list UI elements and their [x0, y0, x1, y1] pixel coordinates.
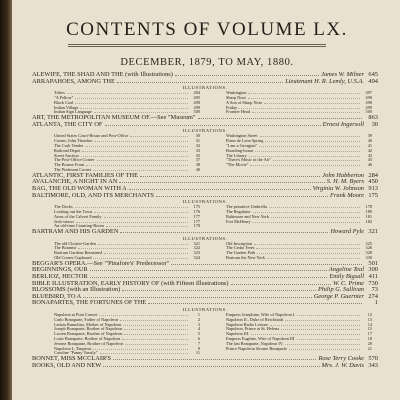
dot-leader	[104, 253, 188, 254]
illustration-page: 39	[367, 133, 372, 139]
illustration-title: Napoleon I., Emperor	[54, 345, 92, 351]
illustration-page: 17	[367, 331, 372, 337]
illustration-title: The Docks	[54, 204, 73, 210]
entry-page: 73	[371, 286, 378, 294]
entry-title: BOOKS, OLD AND NEW	[32, 361, 102, 369]
entry-author: Mrs. J. W. Davis	[321, 361, 364, 369]
illustration-title: The Botanist	[54, 245, 77, 251]
illustration-page: 38	[195, 162, 200, 168]
dot-leader	[269, 207, 360, 208]
illustrations-column-left	[54, 91, 200, 115]
entry-page: 411	[368, 273, 378, 281]
illustration-page: 45	[367, 157, 372, 163]
dot-leader	[83, 297, 311, 298]
illustration-title: Street Auction	[54, 152, 79, 158]
illustration-title: Frontier Head	[226, 109, 250, 115]
illustrations-heading: ILLUSTRATIONS.	[182, 128, 228, 134]
dot-leader	[105, 125, 321, 126]
illustrations-list	[32, 91, 378, 115]
dot-leader	[67, 93, 188, 94]
illustration-title: "A Fellow"	[54, 94, 74, 100]
entry-author: Emily Bigsall	[329, 273, 364, 281]
entry-page: 1	[374, 299, 378, 307]
entry-author: S. H. M. Byers	[326, 178, 364, 186]
dot-leader	[289, 349, 360, 350]
entry-page: 343	[368, 361, 378, 369]
illustration-title: The Curb Vender	[54, 142, 84, 148]
entry-title: BLUEBIRD, TO A	[32, 292, 82, 300]
illustration-title: Lucien Bonaparte, Brother of Napoleon	[54, 331, 123, 337]
dot-leader	[90, 270, 327, 271]
illustration-page: 46	[367, 162, 372, 168]
illustration-page: 177	[193, 213, 200, 219]
illustration-page: 175	[193, 204, 200, 210]
entry-title: ALEWIFE, THE SHAD AND THE (with Illustrations)	[32, 71, 173, 78]
illustration-title: Jerome Bonaparte, Brother of Napoleon	[54, 340, 123, 346]
illustration-page: 176	[193, 208, 200, 214]
illustration-title: Boarding-house	[226, 147, 254, 153]
dot-leader	[285, 344, 360, 345]
illustration-page: 326	[365, 245, 372, 251]
dot-leader	[198, 118, 362, 119]
entry-page: 494	[368, 77, 378, 85]
entry-page: 284	[368, 171, 378, 179]
illustration-page: 497	[365, 90, 372, 96]
illustration-title: The Piedmont Corner	[54, 166, 92, 172]
dot-leader	[253, 222, 360, 223]
entry-page: 321	[368, 228, 378, 236]
illustration-title: Bartram Gardens Remained	[54, 250, 102, 256]
dot-leader	[94, 212, 188, 213]
illustration-title: A Son of Sharp Nose	[226, 99, 263, 105]
table-of-contents	[32, 72, 378, 369]
entry-page: 30	[371, 120, 378, 128]
dot-leader	[75, 103, 188, 104]
dot-leader	[260, 136, 360, 137]
illustration-page: 324	[193, 255, 200, 261]
illustration-title: Napoleon at Pont Couvet	[54, 312, 98, 318]
illustration-page: 322	[193, 245, 200, 251]
dot-leader	[264, 103, 360, 104]
dot-leader	[267, 258, 360, 259]
dot-leader	[248, 98, 360, 99]
illustration-page: 500	[193, 109, 200, 115]
entry-page: 300	[368, 266, 378, 274]
illustrations-list	[32, 134, 378, 172]
illustration-page: 40	[195, 166, 200, 172]
illustration-title: The Bourse Front	[54, 162, 85, 168]
dot-leader	[231, 284, 331, 285]
dot-leader	[248, 93, 360, 94]
illustration-page: 498	[193, 99, 200, 105]
dot-leader	[130, 136, 188, 137]
dot-leader	[297, 315, 360, 316]
dot-leader	[281, 329, 360, 330]
illustration-page: 20	[367, 340, 372, 346]
toc-entry	[32, 300, 378, 307]
entry-page: 645	[368, 71, 378, 78]
toc-entry	[32, 79, 378, 86]
illustration-page: 330	[365, 255, 372, 261]
illustration-page: 321	[193, 240, 200, 246]
entry-title: BAG, THE OLD WOMAN WITH A	[32, 184, 127, 192]
illustration-page: 498	[365, 94, 372, 100]
illustration-page: 323	[193, 250, 200, 256]
dot-leader	[119, 182, 324, 183]
illustration-title: United States Court-House and Post-Office	[54, 133, 129, 139]
entry-title: BLOSSOMS (with an Illustration)	[32, 286, 121, 294]
illustration-page: 37	[195, 157, 200, 163]
dot-leader	[106, 226, 188, 227]
illustration-page: 494	[193, 90, 200, 96]
illustration-title: Empress Josephine, Wife of Napoleon I.	[226, 312, 296, 318]
illustration-page: 325	[365, 240, 372, 246]
book-spine	[0, 0, 12, 400]
dot-leader	[270, 325, 360, 326]
dot-leader	[129, 189, 311, 190]
illustrations-heading: ILLUSTRATIONS.	[182, 199, 228, 205]
illustration-item	[226, 347, 372, 352]
illustration-title: "There's Music in the Air"	[226, 157, 272, 163]
illustration-title: The primitive Umbrella	[226, 204, 267, 210]
illustration-page: 177	[193, 218, 200, 224]
illustrations-column-right	[226, 205, 372, 229]
illustration-title: Joseph Bonaparte, Brother of Napoleon	[54, 326, 123, 332]
dot-leader	[93, 258, 188, 259]
illustration-page: 499	[193, 104, 200, 110]
illustration-item	[226, 256, 372, 261]
illustrations-heading: ILLUSTRATIONS.	[182, 307, 228, 313]
illustration-page: 18	[367, 336, 372, 342]
title-rule	[68, 46, 326, 47]
illustration-title: Tribes	[54, 90, 65, 96]
illustration-page: 7	[197, 340, 200, 346]
illustrations-list	[32, 242, 378, 261]
dot-leader	[252, 112, 360, 113]
dot-leader	[171, 264, 362, 265]
illustration-page: 498	[365, 99, 372, 105]
illustrations-list	[32, 313, 378, 356]
illustrations-column-left	[54, 242, 200, 261]
entry-page: 450	[368, 178, 378, 186]
illustration-page: 41	[367, 142, 372, 148]
illustration-title: Napoleon, Prince at St. Helena	[226, 326, 279, 332]
illustration-page: 14	[367, 321, 372, 327]
illustration-title: The last Bonaparte, Napoleon IV.	[226, 340, 284, 346]
entry-page: 175	[368, 191, 378, 199]
dot-leader	[271, 217, 360, 218]
toc-entry	[32, 122, 378, 129]
illustration-title: Empress Eugénie, Wife of Napoleon III.	[226, 336, 296, 342]
illustration-page: 328	[365, 250, 372, 256]
dot-leader	[253, 212, 360, 213]
illustration-page: 182	[365, 218, 372, 224]
date-range: DECEMBER, 1879, TO MAY, 1880.	[120, 57, 294, 68]
illustration-title: Napoleon III.	[226, 331, 250, 337]
dot-leader	[122, 339, 188, 340]
illustration-title: Old Corner Cupboard	[54, 255, 92, 261]
illustration-page: 181	[365, 213, 372, 219]
illustration-title: The Regulator	[226, 208, 251, 214]
dot-leader	[93, 170, 188, 171]
illustration-page: 1	[197, 312, 200, 318]
toc-entry	[32, 229, 378, 236]
dot-leader	[104, 217, 189, 218]
dot-leader	[117, 82, 283, 83]
entry-author: James W. Milner	[321, 71, 364, 78]
dot-leader	[75, 207, 188, 208]
illustration-title: Arms of the Calvert Family	[54, 213, 102, 219]
dot-leader	[103, 366, 319, 367]
entry-title: BONNET, MISS MCCLAIR'S	[32, 355, 111, 363]
book-page	[12, 0, 400, 400]
entry-author: Ernest Ingersoll	[322, 120, 364, 128]
illustration-title: Old Inscription	[226, 240, 253, 246]
illustration-page: 3	[197, 321, 200, 327]
entry-title: BERLIOZ, HECTOR	[32, 273, 88, 281]
entry-title: ARRAPAHOES, AMONG THE	[32, 77, 115, 85]
dot-leader	[254, 244, 360, 245]
dot-leader	[265, 141, 360, 142]
dot-leader	[113, 359, 316, 360]
entry-title: BEGGAR'S OPERA.—See "'Pinafore's' Predecessor"	[32, 259, 170, 267]
entry-author: Virginia W. Johnson	[312, 184, 364, 192]
illustration-title: Caroline "Fanny Vassily"	[54, 350, 98, 356]
dot-leader	[93, 349, 188, 350]
entry-page: 501	[368, 259, 378, 267]
illustration-item	[226, 163, 372, 168]
entry-page: 570	[368, 355, 378, 363]
illustration-title: The Garden Path	[226, 250, 256, 256]
illustration-page: 21	[367, 345, 372, 351]
illustration-page: 180	[365, 208, 372, 214]
illustration-title: Napoleon II., Duke of Reichstadt	[226, 316, 284, 322]
entry-title: BARTRAM AND HIS GARDEN	[32, 228, 119, 236]
dot-leader	[257, 253, 360, 254]
illustration-page: 13	[367, 316, 372, 322]
illustration-title: Washington	[226, 90, 247, 96]
illustration-title: Carlo Bonaparte, Father of Napoleon	[54, 316, 118, 322]
dot-leader	[285, 320, 360, 321]
illustration-page: 35	[195, 152, 200, 158]
illustration-page: 40	[367, 138, 372, 144]
illustration-title: The Library	[226, 152, 247, 158]
entry-title: BALTIMORE, OLD, AND ITS MERCHANTS	[32, 191, 154, 199]
illustration-page: 32	[195, 142, 200, 148]
entry-page: 730	[368, 279, 378, 287]
dot-leader	[75, 98, 188, 99]
illustration-title: Louis Bonaparte, Brother of Napoleon	[54, 336, 121, 342]
dot-leader	[80, 108, 188, 109]
illustration-title: Bartram the New York	[226, 255, 265, 261]
illustration-title: Friday	[226, 104, 238, 110]
illustration-title: Corner, John Thrasher	[54, 138, 93, 144]
dot-leader	[86, 165, 188, 166]
illustration-title: Prince Napoleon Jérome Bonaparte	[226, 345, 287, 351]
illustration-item	[226, 220, 372, 225]
entry-author: Rose Terry Cooke	[318, 355, 364, 363]
illustration-title: Sharp Nose	[226, 94, 246, 100]
illustration-page: 499	[365, 104, 372, 110]
illustration-item	[226, 110, 372, 115]
entry-author: John Habberton	[322, 171, 364, 179]
dot-leader	[239, 108, 360, 109]
dot-leader	[82, 151, 188, 152]
entry-title: BEGINNINGS, OUR	[32, 266, 88, 274]
illustrations-column-right	[226, 313, 372, 356]
entry-title: AVALANCHE, A NIGHT IN AN	[32, 178, 118, 186]
dot-leader	[81, 156, 188, 157]
dot-leader	[175, 75, 319, 76]
entry-author: Lieutenant H. R. Lemly, U.S.A.	[285, 77, 364, 85]
dot-leader	[97, 160, 189, 161]
dot-leader	[90, 277, 328, 278]
entry-page: 913	[368, 184, 378, 192]
illustrations-column-left	[54, 313, 200, 356]
illustrations-column-left	[54, 134, 200, 172]
illustrations-column-right	[226, 242, 372, 261]
dot-leader	[156, 196, 328, 197]
illustration-title: "I am a Georgian"	[226, 142, 258, 148]
illustration-title: Railroad Depot	[54, 147, 81, 153]
dot-leader	[98, 244, 188, 245]
illustrations-heading: ILLUSTRATIONS.	[182, 85, 228, 91]
illustration-page: 500	[365, 109, 372, 115]
illustration-page: 5	[197, 331, 200, 337]
illustration-title: Black Coal	[54, 99, 74, 105]
dot-leader	[297, 339, 360, 340]
page-title: CONTENTS OF VOLUME LX.	[66, 19, 348, 40]
illustration-page: 8	[197, 345, 200, 351]
dot-leader	[100, 353, 188, 354]
dot-leader	[123, 325, 188, 326]
illustration-title: Indian Village	[54, 104, 79, 110]
entry-author: W. C. Prime	[332, 279, 364, 287]
illustration-page: 4	[197, 326, 200, 332]
dot-leader	[256, 248, 360, 249]
illustration-page: 12	[367, 312, 372, 318]
illustration-title: Piano de Leon Spring	[226, 138, 264, 144]
illustrations-column-left	[54, 205, 200, 229]
dot-leader	[255, 151, 360, 152]
entry-title: BONAPARTES, THE FORTUNES OF THE	[32, 299, 147, 307]
illustration-title: Fort McHenry	[226, 218, 251, 224]
dot-leader	[250, 165, 360, 166]
illustration-title: "The Movie"	[226, 162, 249, 168]
dot-leader	[140, 176, 320, 177]
illustration-page: 178	[365, 204, 372, 210]
illustration-page: 11	[195, 350, 200, 356]
illustration-title: The old Cloister-Garden	[54, 240, 96, 246]
entry-page: 863	[368, 114, 378, 122]
dot-leader	[86, 146, 188, 147]
illustration-page: 30	[195, 133, 200, 139]
illustration-title: Letizia Ramolino, Mother of Napoleon	[54, 321, 122, 327]
dot-leader	[122, 290, 316, 291]
illustration-title: Baltimore and New York	[226, 213, 269, 219]
illustration-page: 495	[193, 94, 200, 100]
entry-author: Frank Moore	[329, 191, 364, 199]
entry-title: BIBLE ILLUSTRATION, EARLY HISTORY OF (with Fifteen Illustrations)	[32, 279, 229, 287]
entry-page: 274	[368, 292, 378, 300]
entry-author: Howard Pyle	[330, 228, 364, 236]
dot-leader	[125, 344, 188, 345]
illustration-page: 31	[195, 138, 200, 144]
title-rule	[68, 44, 326, 45]
illustration-title: Napoleon Radio Leisure	[226, 321, 269, 327]
entry-title: ART, THE METROPOLITAN MUSEUM OF.—See "Museum"	[32, 114, 196, 122]
illustration-title: Washington Street	[226, 133, 258, 139]
illustrations-list	[32, 205, 378, 229]
illustration-title: Indian Sign Language	[54, 109, 92, 115]
illustration-page: 43	[367, 152, 372, 158]
dot-leader	[99, 315, 188, 316]
illustration-page: 33	[195, 147, 200, 153]
illustration-page: 178	[193, 223, 200, 229]
dot-leader	[94, 141, 188, 142]
illustration-page: 15	[367, 326, 372, 332]
toc-entry	[32, 363, 378, 370]
entry-title: ATLANTIC, FIRST FAMILIES OF THE	[32, 171, 138, 179]
illustration-title: An old-time Counting-Room	[54, 223, 104, 229]
illustrations-heading: ILLUSTRATIONS.	[182, 235, 228, 241]
dot-leader	[148, 303, 362, 304]
entry-author: George P. Guernier	[313, 292, 364, 300]
dot-leader	[259, 146, 360, 147]
dot-leader	[273, 160, 360, 161]
dot-leader	[120, 320, 188, 321]
entry-title: ATLANTA, THE CITY OF	[32, 120, 103, 128]
illustration-title: Jack-straws	[54, 218, 75, 224]
illustration-page: 6	[197, 336, 200, 342]
illustration-page: 2	[197, 316, 200, 322]
entry-author: Angeline Teal	[328, 266, 364, 274]
dot-leader	[120, 232, 328, 233]
toc-entry	[32, 193, 378, 200]
entry-author: Philip G. Sullivan	[318, 286, 364, 294]
illustration-title: The Post-Office Corner	[54, 157, 95, 163]
illustrations-column-right	[226, 91, 372, 115]
illustration-page: 42	[367, 147, 372, 153]
dot-leader	[124, 334, 188, 335]
illustration-title: Looking out the Town	[54, 208, 93, 214]
illustrations-column-right	[226, 134, 372, 172]
illustration-title: The Cedar Trees	[226, 245, 255, 251]
dot-leader	[124, 329, 188, 330]
